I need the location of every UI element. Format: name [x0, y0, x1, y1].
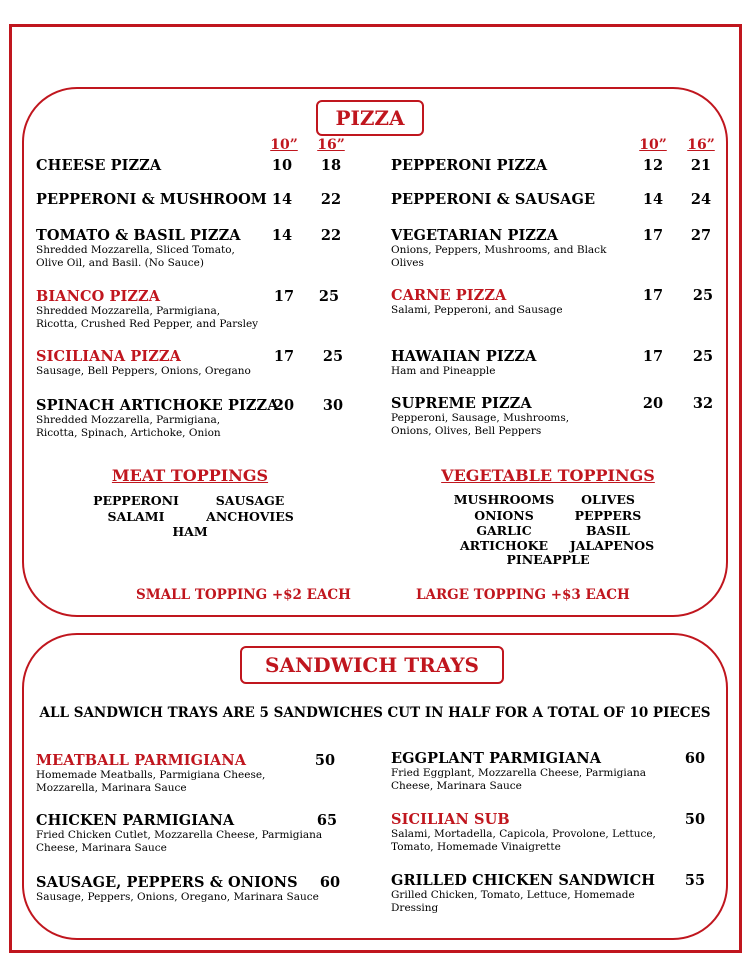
veg-topping: JALAPENOS: [569, 538, 655, 553]
sandwich-title: SANDWICH TRAYS: [240, 646, 504, 684]
pizza-item: [391, 157, 631, 174]
veg-topping: BASIL: [586, 523, 630, 538]
sandwich-item: [391, 811, 676, 854]
price-16: 27: [690, 227, 712, 244]
price-10: 20: [642, 395, 664, 412]
meat-toppings-title: MEAT TOPPINGS: [111, 466, 269, 485]
pizza-desc: Ham and Pineapple: [391, 365, 496, 377]
sandwich-name: CHICKEN PARMIGIANA: [36, 812, 235, 829]
veg-topping: MUSHROOMS: [453, 492, 555, 507]
sandwich-desc: Fried Chicken Cutlet, Mozzarella Cheese, Parmigiana Cheese, Marinara Sauce: [36, 829, 323, 854]
veg-topping: GARLIC: [476, 523, 532, 538]
pizza-desc: Sausage, Bell Peppers, Onions, Oregano: [36, 365, 251, 377]
sandwich-item: [36, 752, 306, 795]
price-16: 21: [690, 157, 712, 174]
pizza-name: SPINACH ARTICHOKE PIZZA: [36, 397, 279, 414]
pizza-name: SUPREME PIZZA: [391, 395, 532, 412]
pizza-item: [36, 348, 261, 378]
pizza-item: [36, 397, 279, 440]
price-10: 14: [271, 227, 293, 244]
pizza-name: VEGETARIAN PIZZA: [391, 227, 559, 244]
sandwich-desc: Salami, Mortadella, Capicola, Provolone, Lettuce, Tomato, Homemade Vinaigrette: [391, 828, 656, 853]
meat-topping: HAM: [172, 524, 208, 539]
sandwich-price: 50: [684, 811, 706, 828]
price-10: 14: [642, 191, 664, 208]
price-10: 17: [273, 348, 295, 365]
meat-topping: SALAMI: [107, 509, 165, 524]
pizza-item: [36, 191, 276, 208]
sandwich-item: [391, 750, 666, 793]
pizza-name: CHEESE PIZZA: [36, 157, 162, 174]
pizza-name: CARNE PIZZA: [391, 287, 507, 304]
sandwich-item: [36, 874, 319, 904]
meat-topping: ANCHOVIES: [206, 509, 294, 524]
pizza-desc: Salami, Pepperoni, and Sausage: [391, 304, 563, 316]
sandwich-price: 65: [316, 812, 338, 829]
price-16: 32: [692, 395, 714, 412]
pizza-name: SICILIANA PIZZA: [36, 348, 181, 365]
pizza-item: [391, 227, 631, 270]
price-10: 10: [271, 157, 293, 174]
price-10: 14: [271, 191, 293, 208]
price-10: 17: [273, 288, 295, 305]
sandwich-name: GRILLED CHICKEN SANDWICH: [391, 872, 656, 889]
price-16: 22: [320, 191, 342, 208]
sandwich-item: [391, 872, 676, 915]
pizza-desc: Shredded Mozzarella, Parmigiana, Ricotta, Spinach, Artichoke, Onion: [36, 414, 221, 439]
large-topping-price: LARGE TOPPING +$3 EACH: [416, 587, 630, 603]
veg-topping: PEPPERS: [574, 508, 642, 523]
pizza-item: [391, 348, 631, 378]
pizza-desc: Shredded Mozzarella, Sliced Tomato, Olive Oil, and Basil. (No Sauce): [36, 244, 235, 269]
pizza-item: [36, 157, 356, 174]
veg-topping: ARTICHOKE: [459, 538, 549, 553]
sandwich-name: MEATBALL PARMIGIANA: [36, 752, 247, 769]
pizza-desc: Onions, Peppers, Mushrooms, and Black Olives: [391, 244, 607, 269]
price-16: 25: [318, 288, 340, 305]
size-header-16-right: 16”: [687, 137, 715, 153]
price-10: 12: [642, 157, 664, 174]
price-16: 25: [692, 348, 714, 365]
sandwich-banner: ALL SANDWICH TRAYS ARE 5 SANDWICHES CUT IN HALF FOR A TOTAL OF 10 PIECES: [39, 705, 711, 721]
sandwich-price: 55: [684, 872, 706, 889]
pizza-name: PEPPERONI & SAUSAGE: [391, 191, 596, 208]
pizza-name: PEPPERONI PIZZA: [391, 157, 548, 174]
sandwich-desc: Sausage, Peppers, Onions, Oregano, Marinara Sauce: [36, 891, 319, 903]
meat-topping: SAUSAGE: [215, 493, 285, 508]
price-16: 25: [692, 287, 714, 304]
sandwich-price: 60: [684, 750, 706, 767]
pizza-item: [391, 395, 581, 438]
price-16: 25: [322, 348, 344, 365]
sandwich-desc: Fried Eggplant, Mozzarella Cheese, Parmigiana Cheese, Marinara Sauce: [391, 767, 647, 792]
pizza-name: TOMATO & BASIL PIZZA: [36, 227, 241, 244]
sandwich-name: SAUSAGE, PEPPERS & ONIONS: [36, 874, 298, 891]
price-10: 17: [642, 287, 664, 304]
sandwich-price: 50: [314, 752, 336, 769]
pizza-item: [391, 287, 631, 317]
sandwich-desc: Homemade Meatballs, Parmigiana Cheese, Mozzarella, Marinara Sauce: [36, 769, 266, 794]
pizza-item: [391, 191, 631, 208]
pizza-name: PEPPERONI & MUSHROOM: [36, 191, 267, 208]
sandwich-desc: Grilled Chicken, Tomato, Lettuce, Homemade Dressing: [391, 889, 635, 914]
size-header-16-left: 16”: [317, 137, 345, 153]
veg-topping: PINEAPPLE: [506, 552, 590, 567]
size-header-10-right: 10”: [639, 137, 667, 153]
sandwich-price: 60: [319, 874, 341, 891]
veg-topping: ONIONS: [474, 508, 534, 523]
price-16: 18: [320, 157, 342, 174]
price-16: 30: [322, 397, 344, 414]
price-10: 17: [642, 227, 664, 244]
vegetable-toppings-title: VEGETABLE TOPPINGS: [441, 466, 655, 485]
price-16: 24: [690, 191, 712, 208]
veg-topping: OLIVES: [581, 492, 635, 507]
price-10: 17: [642, 348, 664, 365]
sandwich-name: EGGPLANT PARMIGIANA: [391, 750, 602, 767]
sandwich-item: [36, 812, 331, 855]
small-topping-price: SMALL TOPPING +$2 EACH: [136, 587, 351, 603]
pizza-desc: Pepperoni, Sausage, Mushrooms, Onions, Olives, Bell Peppers: [391, 412, 570, 437]
pizza-item: [36, 227, 261, 270]
pizza-title: PIZZA: [316, 100, 424, 136]
pizza-desc: Shredded Mozzarella, Parmigiana, Ricotta, Crushed Red Pepper, and Parsley: [36, 305, 259, 330]
sandwich-name: SICILIAN SUB: [391, 811, 510, 828]
price-16: 22: [320, 227, 342, 244]
pizza-item: [36, 288, 261, 331]
pizza-name: BIANCO PIZZA: [36, 288, 161, 305]
pizza-name: HAWAIIAN PIZZA: [391, 348, 537, 365]
meat-topping: PEPPERONI: [93, 493, 179, 508]
price-10: 20: [273, 397, 295, 414]
size-header-10-left: 10”: [270, 137, 298, 153]
